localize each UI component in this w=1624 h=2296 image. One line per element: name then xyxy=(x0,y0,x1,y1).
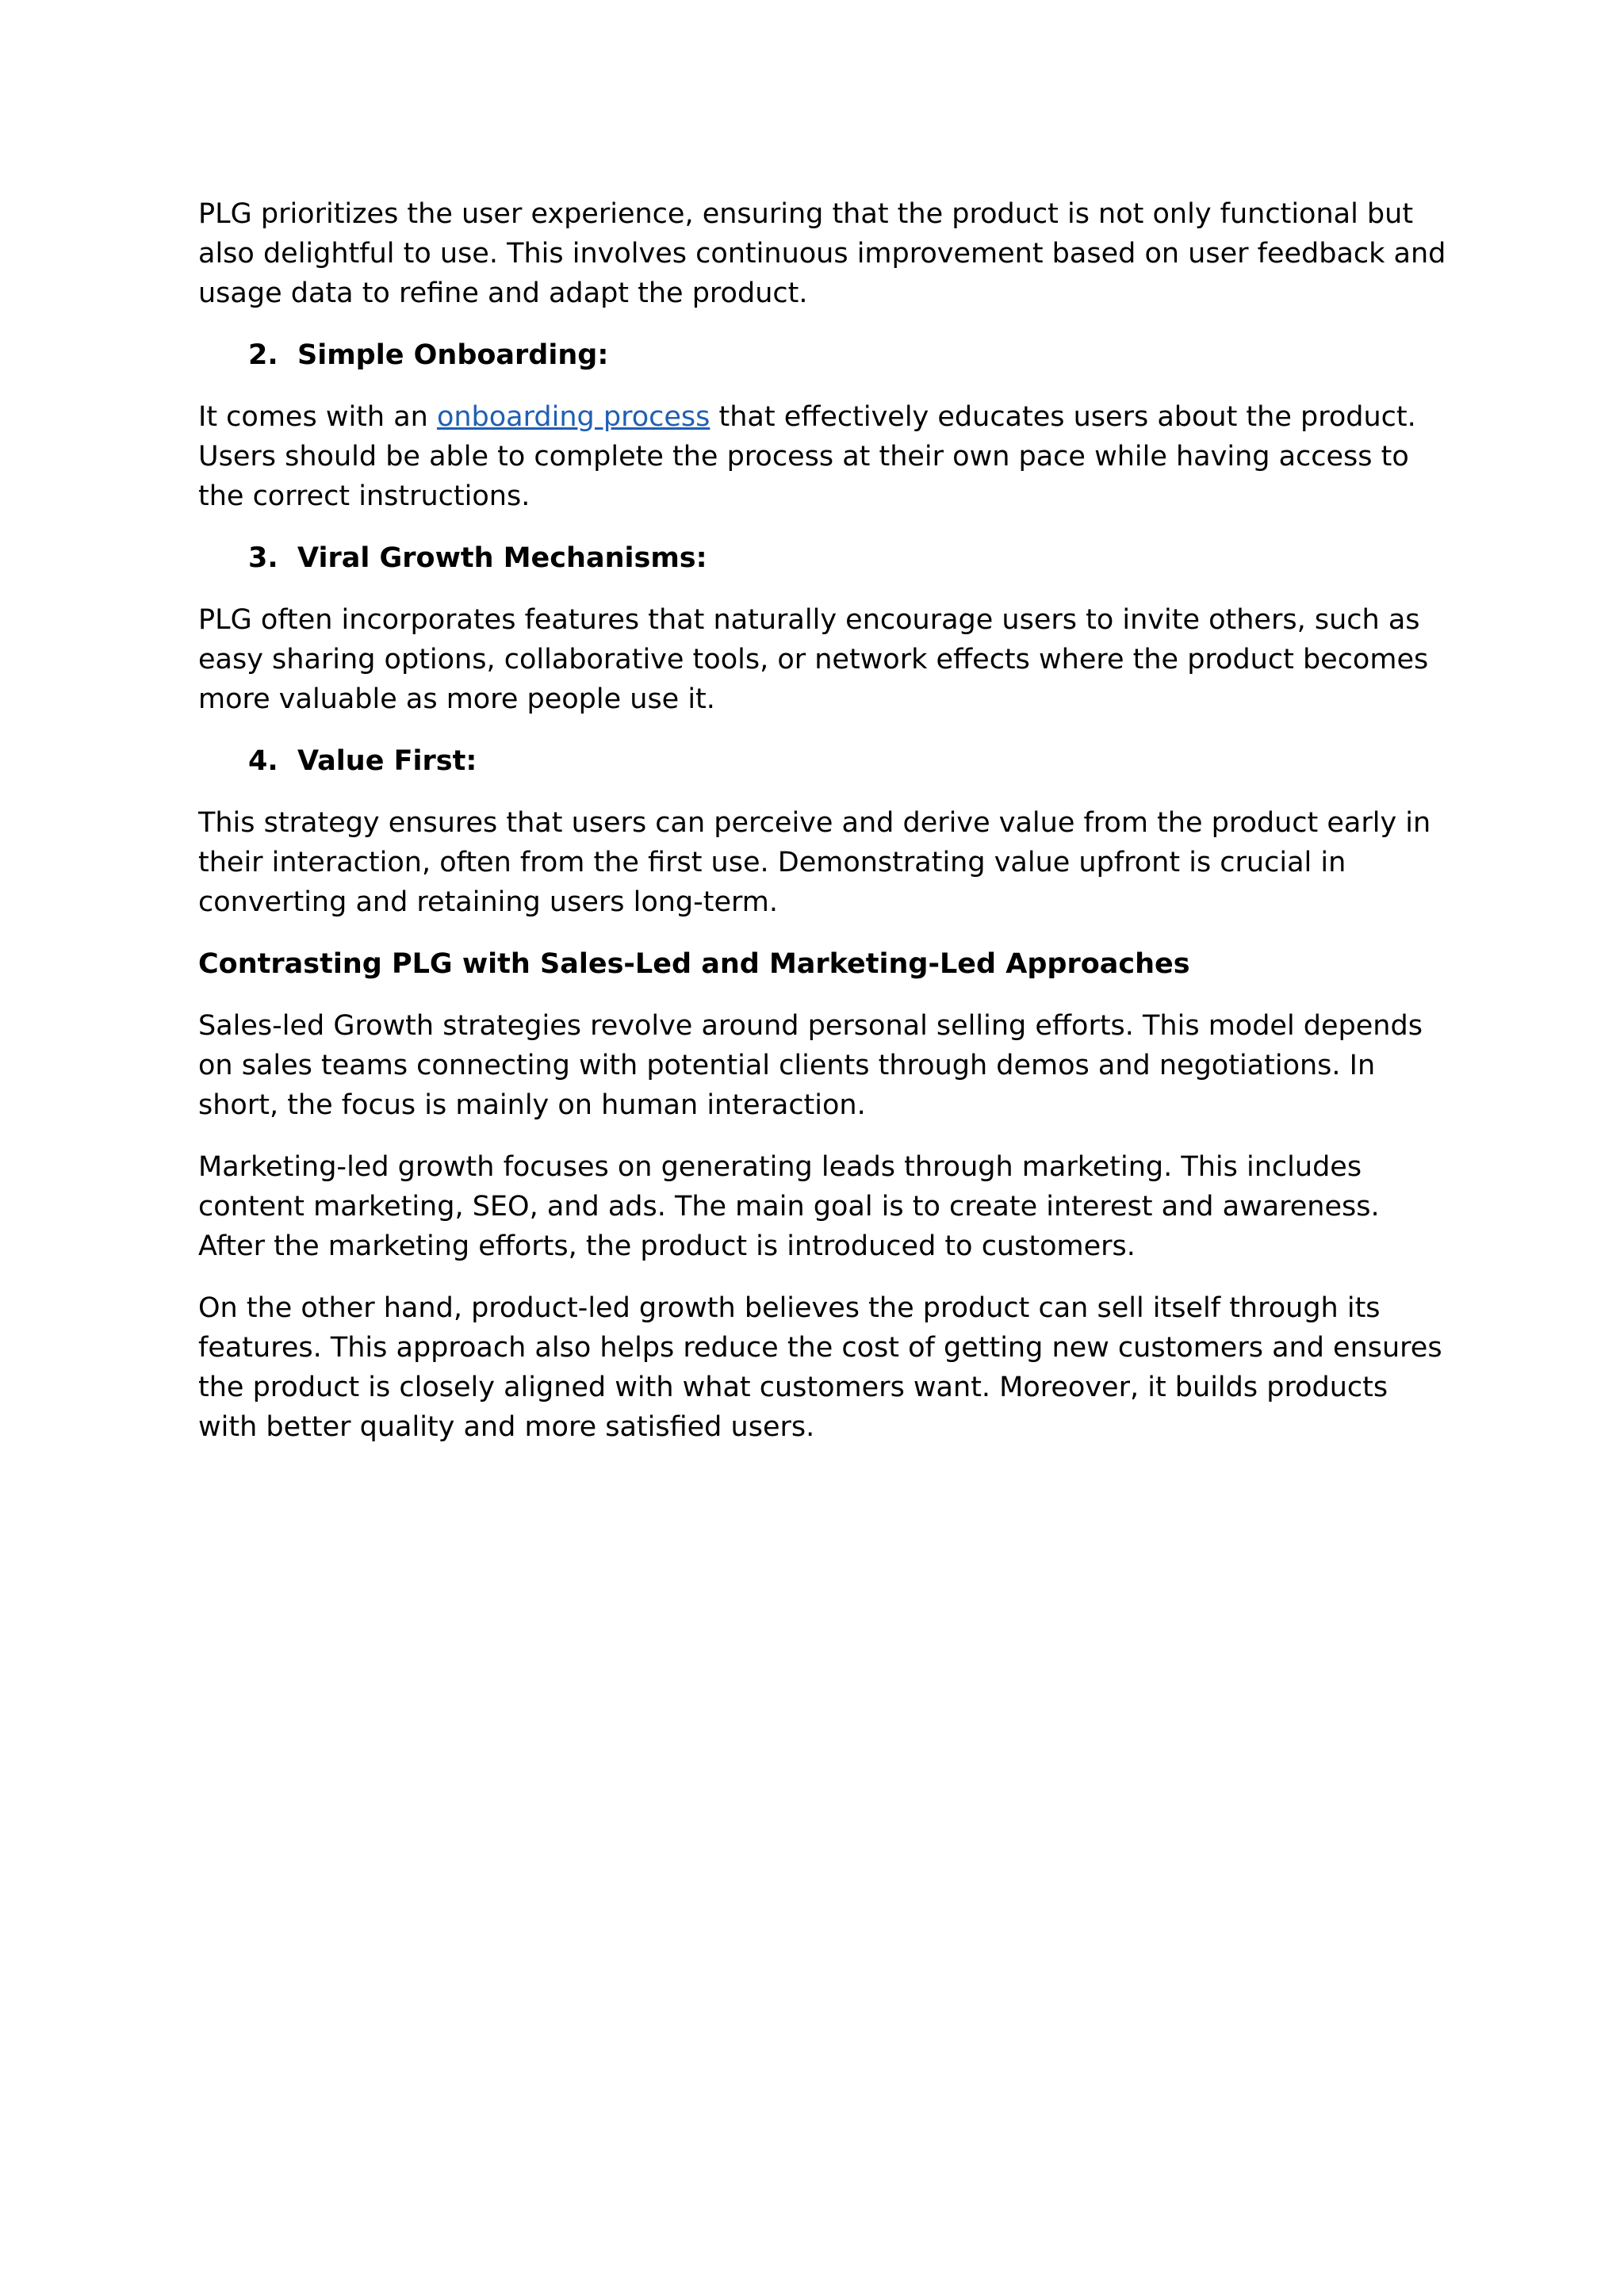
paragraph-text: that effectively educates users about the product. Users should be able to complete the process at their own pace while having access to the correct instructions. xyxy=(198,401,1416,512)
list-heading-simple-onboarding xyxy=(198,335,1451,375)
list-heading-value-first xyxy=(198,741,1451,781)
list-number: 3. xyxy=(248,542,278,574)
paragraph-onboarding xyxy=(198,397,1451,516)
paragraph-user-experience: PLG prioritizes the user experience, ensuring that the product is not only functional but also delightful to use. This involves continuous improvement based on user feedback and usage data to refine and adapt the product. xyxy=(198,198,1446,309)
onboarding-process-link[interactable]: onboarding process xyxy=(436,401,710,433)
paragraph-text: It comes with an xyxy=(198,401,437,433)
list-title: Simple Onboarding: xyxy=(297,339,609,371)
list-heading-viral-growth xyxy=(198,538,1451,578)
paragraph-marketing-led: Marketing-led growth focuses on generating leads through marketing. This includes content marketing, SEO, and ads. The main goal is to create interest and awareness. After the marketing efforts, the product is introduced to customers. xyxy=(198,1151,1380,1262)
section-heading: Contrasting PLG with Sales-Led and Marketing-Led Approaches xyxy=(198,948,1190,980)
document-page xyxy=(198,194,1451,1469)
paragraph-value-first: This strategy ensures that users can perceive and derive value from the product early in their interaction, often from the first use. Demonstrating value upfront is crucial in converting and retaining users long-term. xyxy=(198,807,1431,918)
paragraph-viral-growth: PLG often incorporates features that naturally encourage users to invite others, such as easy sharing options, collaborative tools, or network effects where the product becomes more valuable as more people use it. xyxy=(198,604,1429,715)
list-number: 4. xyxy=(248,745,278,777)
list-title: Viral Growth Mechanisms: xyxy=(297,542,707,574)
list-number: 2. xyxy=(248,339,278,371)
paragraph-product-led: On the other hand, product-led growth believes the product can sell itself through its features. This approach also helps reduce the cost of getting new customers and ensures the product is closely aligned with what customers want. Moreover, it builds products with better quality and more satisfied users. xyxy=(198,1292,1442,1443)
list-title: Value First: xyxy=(297,745,477,777)
paragraph-sales-led: Sales-led Growth strategies revolve around personal selling efforts. This model depends on sales teams connecting with potential clients through demos and negotiations. In short, the focus is mainly on human interaction. xyxy=(198,1010,1423,1121)
